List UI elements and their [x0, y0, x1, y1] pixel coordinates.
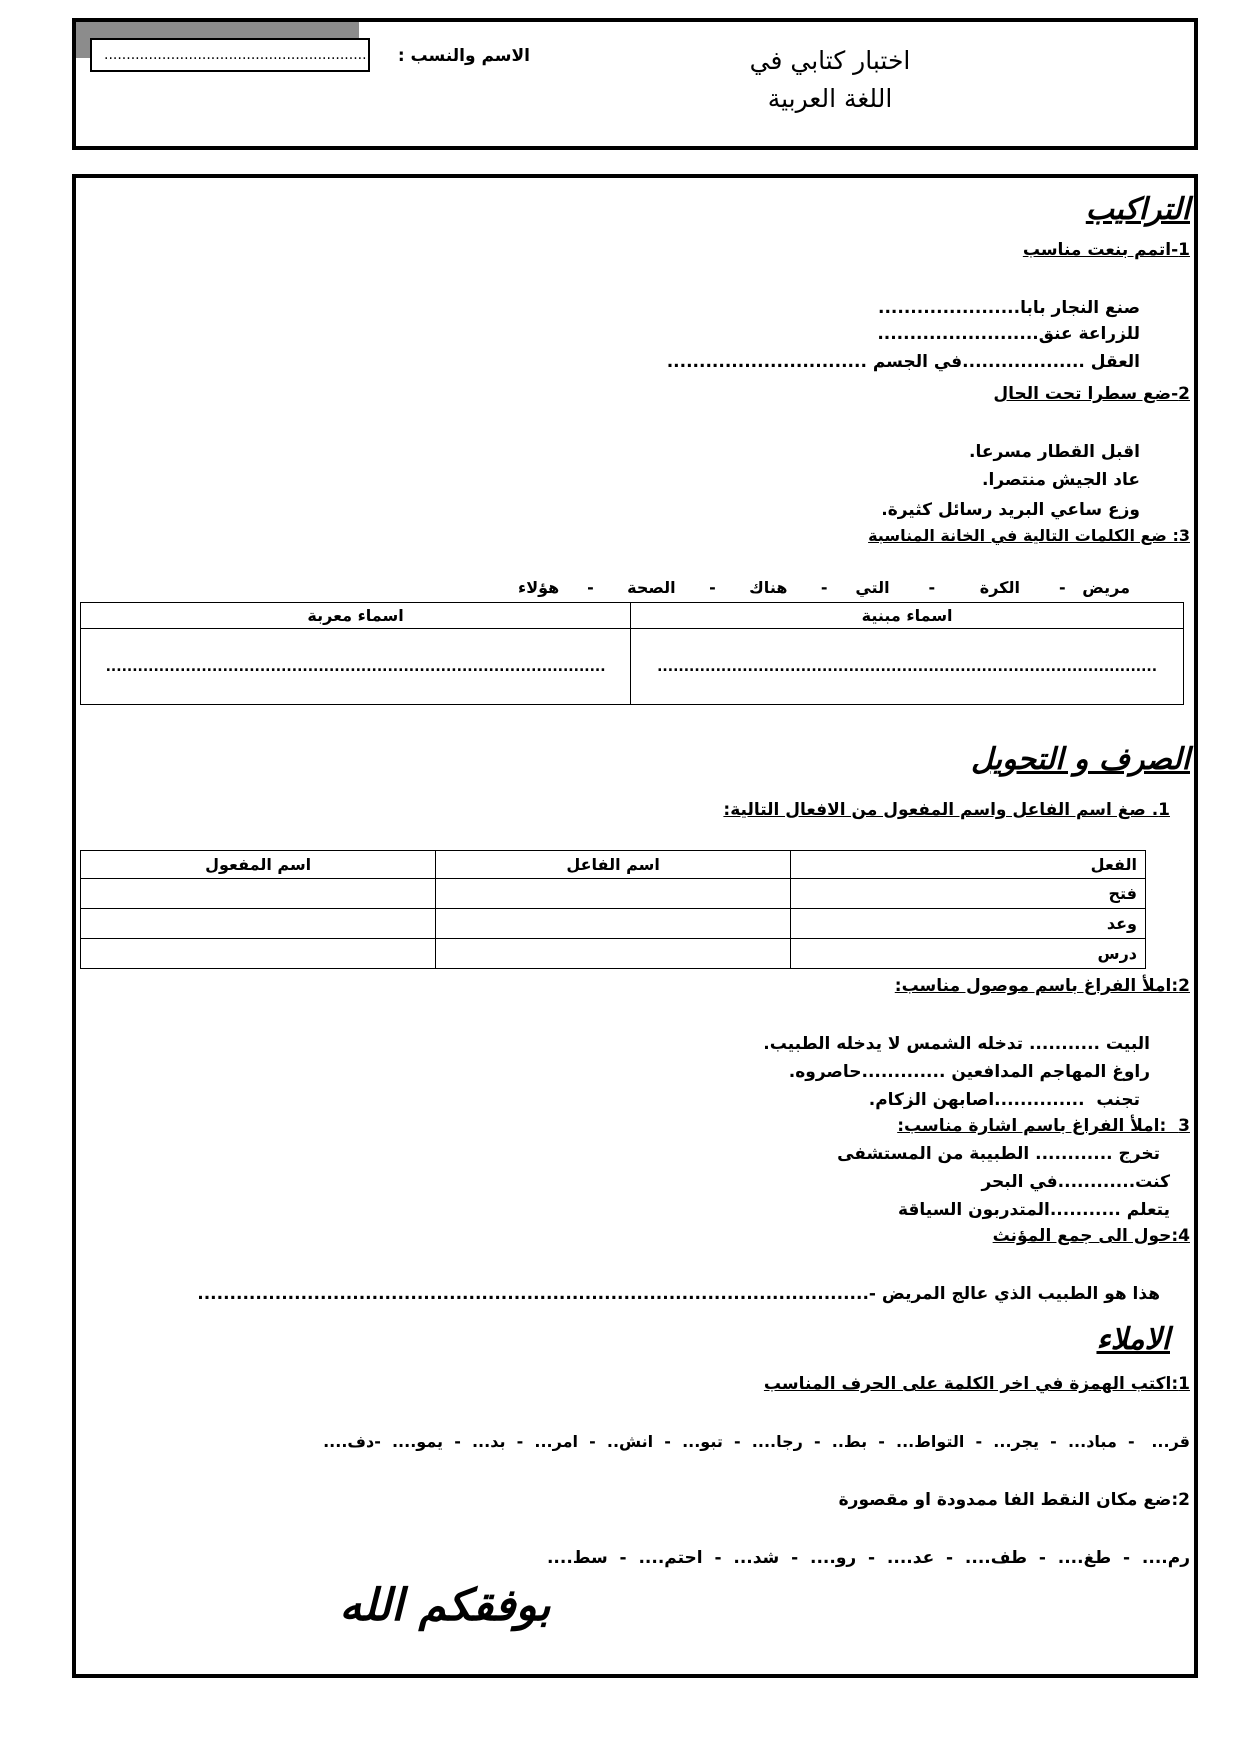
- sarf-q2-line-2: راوغ المهاجم المدافعين .............حاصروه.: [788, 1062, 1150, 1082]
- closing-wish: بوفقكم الله: [339, 1580, 551, 1631]
- col-header-maful: اسم المفعول: [81, 851, 436, 879]
- section-title-imlaa: الاملاء: [1096, 1322, 1170, 1357]
- q3-word-list: مريض - الكرة - التي - هناك - الصحة - هؤلاء: [518, 578, 1130, 597]
- exam-title-line2: اللغة العربية: [767, 84, 893, 113]
- col-header-verb: الفعل: [790, 851, 1145, 879]
- answer-cell[interactable]: [436, 939, 791, 969]
- imlaa-question-2-label: 2:ضع مكان النقط الفا ممدودة او مقصورة: [838, 1490, 1190, 1510]
- table-header-mabniya: اسماء مبنية: [631, 603, 1184, 629]
- verb-cell: فتح: [790, 879, 1145, 909]
- alif-word-list: رم.... - طغ.... - طف.... - عد.... - رو.... - شد... - احتم.... - سط....: [546, 1548, 1190, 1568]
- sarf-question-2-label: 2:املأ الفراغ باسم موصول مناسب:: [894, 976, 1190, 996]
- answer-cell[interactable]: [436, 909, 791, 939]
- verb-derivation-table: [80, 850, 1146, 969]
- answer-cell[interactable]: [436, 879, 791, 909]
- imlaa-question-1-label: 1:اكتب الهمزة في اخر الكلمة على الحرف المناسب: [763, 1374, 1190, 1394]
- answer-cell[interactable]: [81, 879, 436, 909]
- q2-line-3: وزع ساعي البريد رسائل كثيرة.: [881, 500, 1140, 520]
- classification-table: [80, 602, 1184, 705]
- question-1-label: 1-اتمم بنعت مناسب: [1022, 240, 1190, 260]
- section-title-sarf: الصرف و التحويل: [971, 742, 1190, 777]
- col-header-fail: اسم الفاعل: [436, 851, 791, 879]
- sarf-question-3-label: 3 :املأ الفراغ باسم اشارة مناسب:: [897, 1116, 1190, 1136]
- verb-cell: درس: [790, 939, 1145, 969]
- name-field[interactable]: ...........................................................: [90, 38, 370, 72]
- answer-cell[interactable]: [81, 939, 436, 969]
- sarf-question-4-label: 4:حول الى جمع المؤنث: [992, 1226, 1190, 1246]
- answer-cell-mabniya[interactable]: ..............................................................................................: [631, 629, 1184, 705]
- exam-title-line1: اختبار كتابي في: [749, 46, 911, 75]
- table-header-murab: اسماء معربة: [81, 603, 631, 629]
- hamza-word-list: قر... - مباد... - يجر... - التواط... - بط.. - رجا.... - تبو... - انش.. - امر... - بد... - يمو.... -دف....: [323, 1432, 1190, 1451]
- sarf-q3-line-3: يتعلم ...........المتدربون السياقة: [897, 1200, 1170, 1220]
- answer-cell-murab[interactable]: ..............................................................................................: [81, 629, 631, 705]
- sarf-question-1-label: 1. صغ اسم الفاعل واسم المفعول من الافعال التالية:: [723, 800, 1170, 820]
- question-2-label: 2-ضع سطرا تحت الحال: [993, 384, 1190, 404]
- sarf-q4-line: هذا هو الطبيب الذي عالج المريض -........................................................................................................: [197, 1284, 1160, 1304]
- q2-line-1: اقبل القطار مسرعا.: [969, 442, 1140, 462]
- answer-cell[interactable]: [81, 909, 436, 939]
- section-title-tarakib: التراكيب: [1085, 192, 1190, 227]
- sarf-q3-line-1: تخرج ............ الطبيبة من المستشفى: [837, 1144, 1160, 1164]
- sarf-q2-line-1: البيت ........... تدخله الشمس لا يدخله الطبيب.: [763, 1034, 1150, 1054]
- q2-line-2: عاد الجيش منتصرا.: [981, 470, 1140, 490]
- name-label: الاسم والنسب :: [397, 46, 530, 66]
- sarf-q2-line-3: تجنب ..............اصابهن الزكام.: [868, 1090, 1140, 1110]
- q1-line-3: العقل ...................في الجسم ...............................: [666, 352, 1140, 372]
- question-3-label: 3: ضع الكلمات التالية في الخانة المناسبة: [868, 526, 1190, 545]
- q1-line-1: صنع النجار بابا......................: [878, 298, 1140, 318]
- q1-line-2: للزراعة عنق.........................: [877, 324, 1140, 344]
- sarf-q3-line-2: كنت............في البحر: [981, 1172, 1170, 1192]
- verb-cell: وعد: [790, 909, 1145, 939]
